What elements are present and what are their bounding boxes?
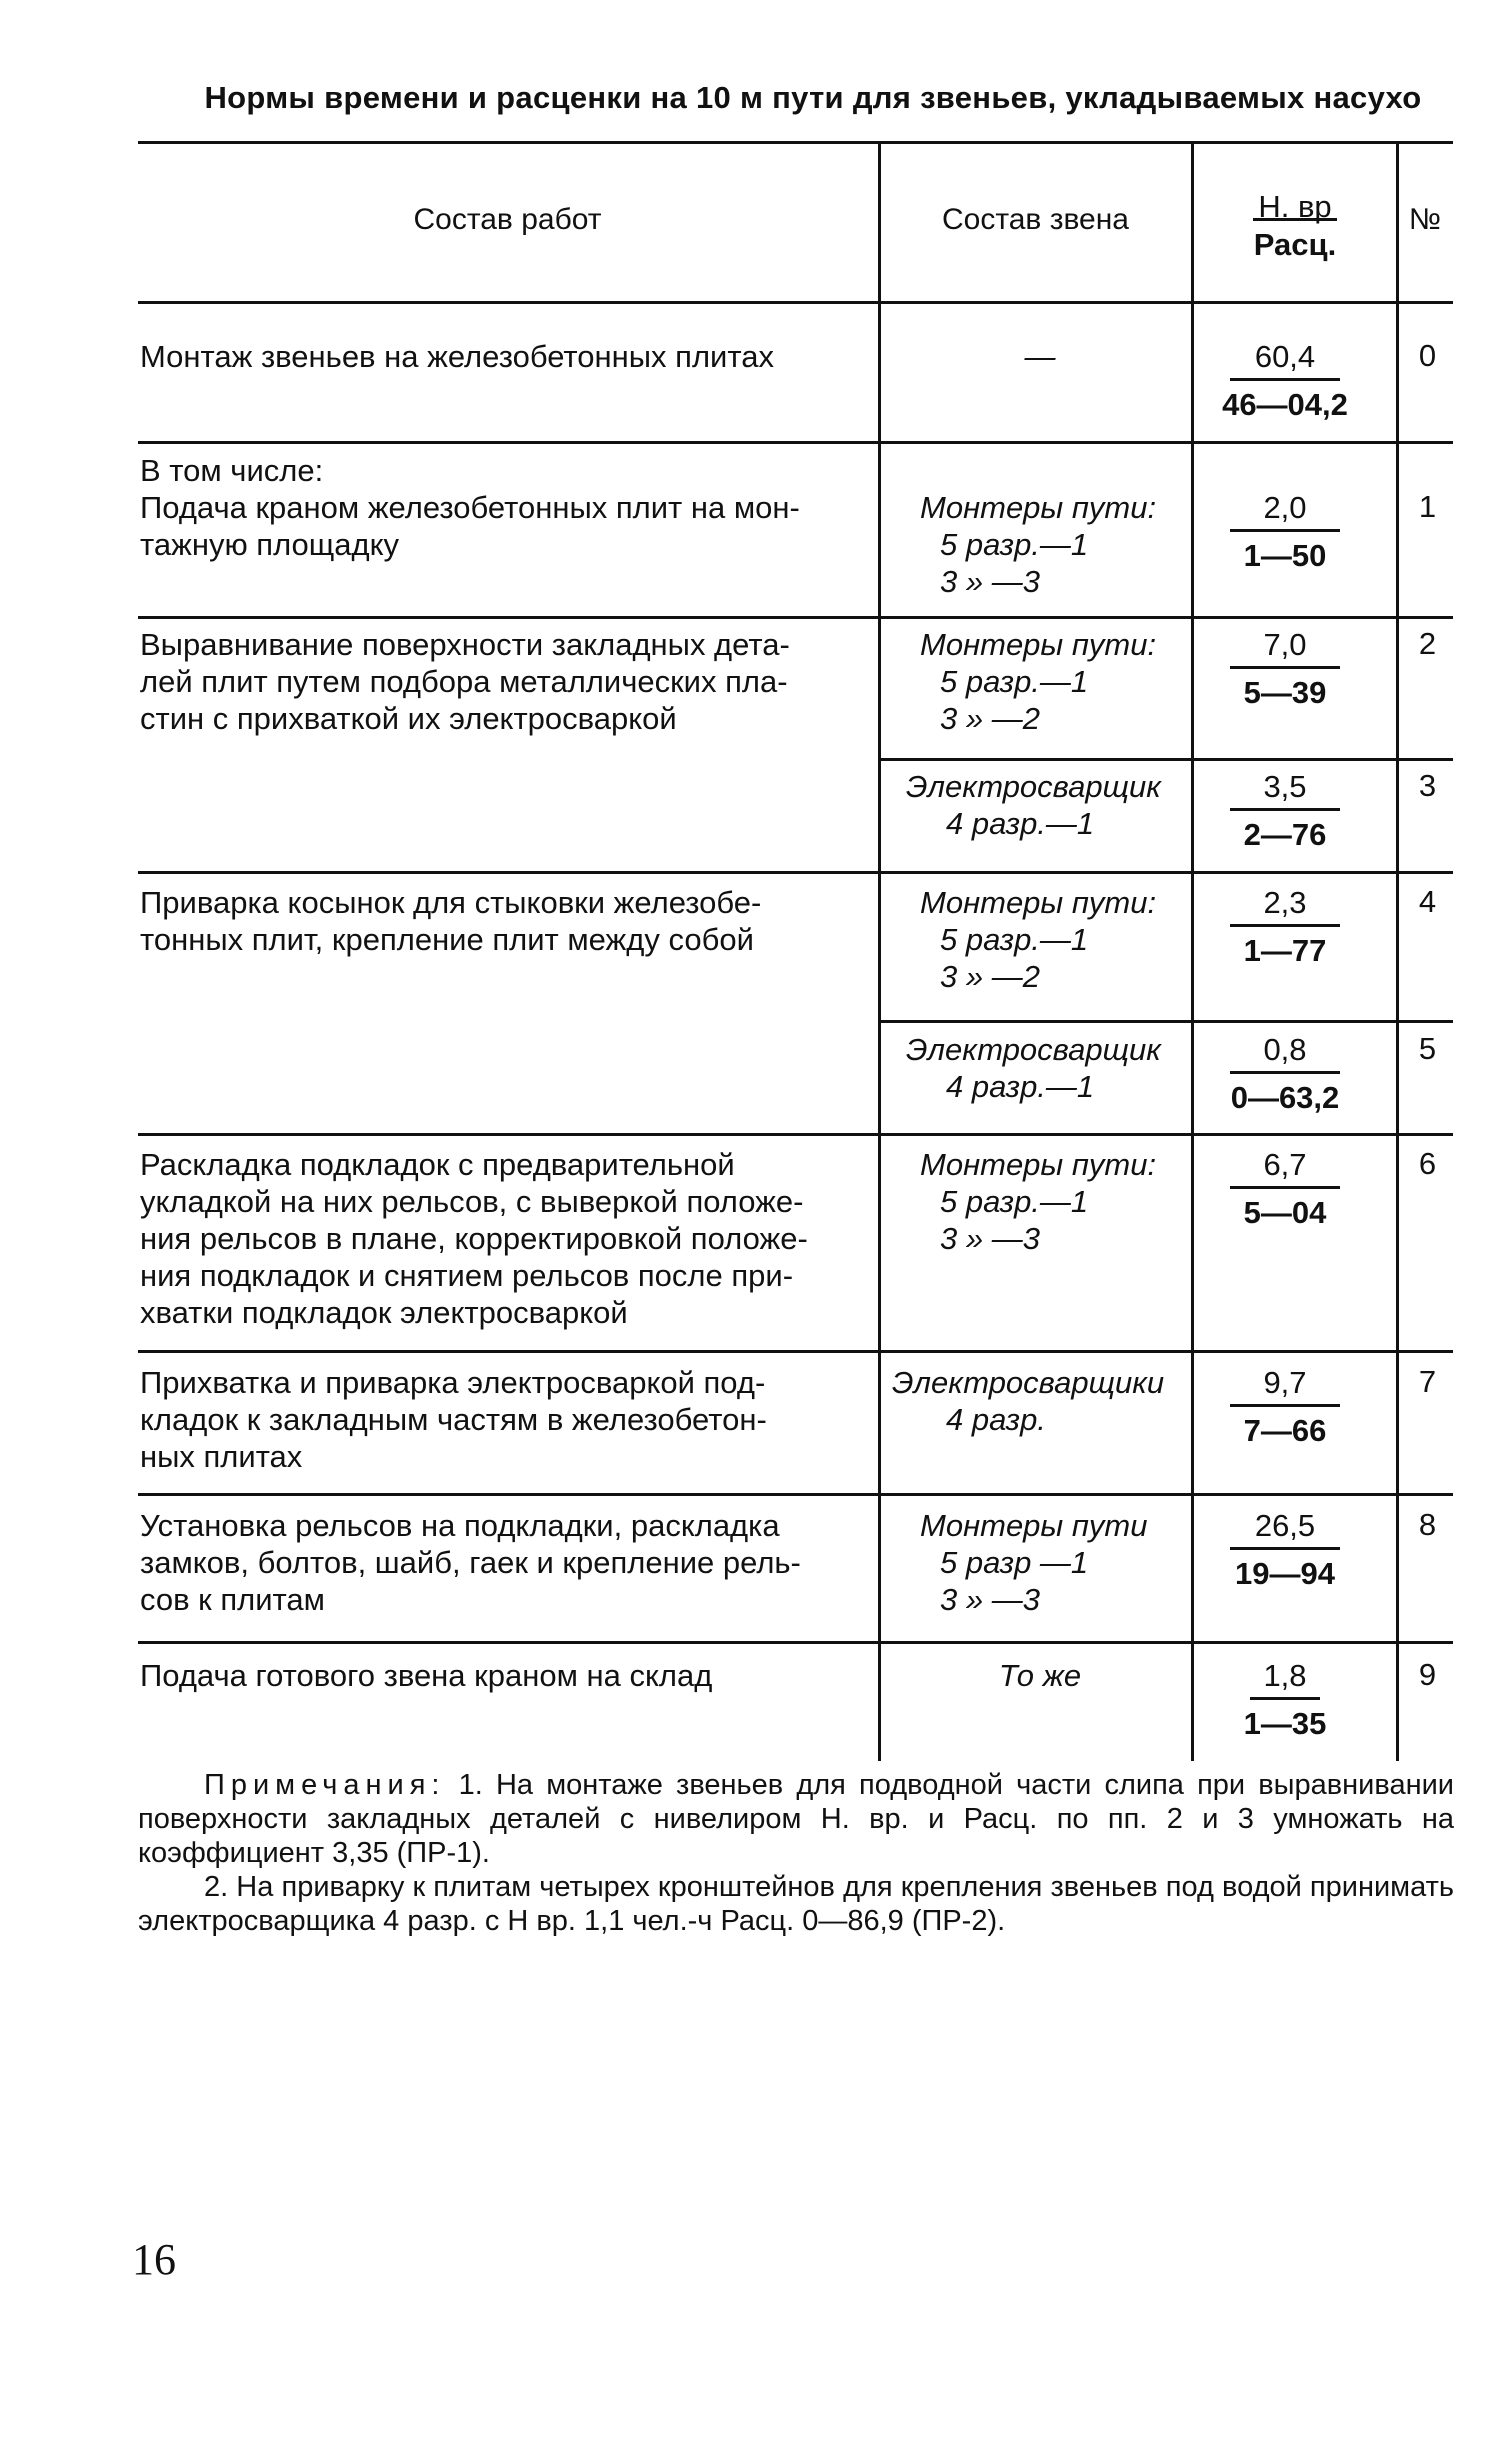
- table-row-6-crew: Монтеры пути: 5 разр.—1 3 » —3: [920, 1147, 1157, 1256]
- column-divider: [1396, 141, 1399, 1761]
- row-rule: [138, 1493, 1453, 1496]
- row-rule: [138, 1641, 1453, 1644]
- table-row-2-number: 2: [1418, 626, 1437, 661]
- table-row-0-work: Монтаж звеньев на железобетонных плитах: [140, 339, 774, 374]
- header-crew: Состав звена: [941, 203, 1129, 236]
- table-row-0-number: 0: [1418, 338, 1437, 373]
- table-row-9-crew: То же: [998, 1658, 1082, 1693]
- table-row-8-norm-rate: 26,5 19—94: [1200, 1507, 1370, 1594]
- table-row-1-number: 1: [1418, 489, 1437, 524]
- table-row-6-work: Раскладка подкладок с предварительной укладкой на них рельсов, с выверкой положе- ния рельсов в плане, корректировкой положе- ния подкладок и снятием рельсов после при- хватки подкладок электросваркой: [140, 1147, 808, 1330]
- table-row-4-crew: Монтеры пути: 5 разр.—1 3 » —2: [920, 885, 1157, 994]
- table-row-1-norm-rate: 2,0 1—50: [1200, 489, 1370, 576]
- note-1-text: 1. На монтаже звеньев для подводной части слипа при выравнивании поверхности закладных деталей с нивелиром Н. вр. и Расц. по пп. 2 и 3 умножать на коэффициент 3,35 (ПР-1).: [138, 1769, 1454, 1869]
- table-row-5-number: 5: [1418, 1031, 1437, 1066]
- table-row-0-norm-rate: 60,4 46—04,2: [1222, 339, 1348, 422]
- notes: [138, 1768, 1454, 1938]
- header-rate: Расц.: [1253, 227, 1337, 262]
- header-norm: Н. вр: [1258, 189, 1332, 224]
- table-row-4-number: 4: [1418, 884, 1437, 919]
- row-rule: [880, 1020, 1453, 1023]
- header-bottom-rule: [138, 301, 1453, 304]
- note-2: 2. На приварку к плитам четырех кронштейнов для крепления звеньев под водой принимать электросварщика 4 разр. с Н вр. 1,1 чел.-ч Расц. 0—86,9 (ПР-2).: [138, 1871, 1454, 1937]
- row-rule: [138, 1350, 1453, 1353]
- table-row-5-crew: Электросварщик 4 разр.—1: [906, 1032, 1161, 1104]
- row-rule: [138, 616, 1453, 619]
- row-rule: [138, 1133, 1453, 1136]
- table-row-8-work: Установка рельсов на подкладки, раскладка замков, болтов, шайб, гаек и крепление рель- сов к плитам: [140, 1508, 801, 1617]
- table-row-6-number: 6: [1418, 1146, 1437, 1181]
- table-row-1-crew: Монтеры пути: 5 разр.—1 3 » —3: [920, 490, 1157, 599]
- table-row-7-work: Прихватка и приварка электросваркой под- кладок к закладным частям в железобетон- ных плитах: [140, 1365, 767, 1474]
- table-top-rule: [138, 141, 1453, 144]
- table-row-2-crew: Монтеры пути: 5 разр.—1 3 » —2: [920, 627, 1157, 736]
- table-row-2-norm-rate: 7,0 5—39: [1200, 626, 1370, 713]
- note-1: [138, 1768, 1454, 1870]
- table-row-7-crew: Электросварщики 4 разр.: [892, 1365, 1165, 1437]
- page-title: Нормы времени и расценки на 10 м пути для звеньев, укладываемых насухо: [204, 80, 1422, 115]
- header-work: Состав работ: [413, 203, 602, 236]
- row-rule: [138, 871, 1453, 874]
- table-row-5-norm-rate: 0,8 0—63,2: [1230, 1032, 1340, 1115]
- table-row-3-norm-rate: 3,5 2—76: [1200, 768, 1370, 855]
- table-row-0-crew: —: [1024, 339, 1056, 374]
- table-row-9-norm-rate: 1,8 1—35: [1243, 1658, 1327, 1741]
- notes-label: Примечания:: [204, 1769, 446, 1801]
- table-row-7-norm-rate: 9,7 7—66: [1200, 1364, 1370, 1451]
- table-row-4-work: Приварка косынок для стыковки железобе- тонных плит, крепление плит между собой: [140, 885, 762, 957]
- table-row-8-number: 8: [1418, 1507, 1437, 1542]
- table-row-7-number: 7: [1418, 1364, 1437, 1399]
- table-row-6-norm-rate: 6,7 5—04: [1200, 1146, 1370, 1233]
- table-row-3-crew: Электросварщик 4 разр.—1: [906, 769, 1161, 841]
- table-row-8-crew: Монтеры пути 5 разр —1 3 » —3: [920, 1508, 1148, 1617]
- table-row-3-number: 3: [1418, 768, 1437, 803]
- header-number: №: [1408, 203, 1442, 236]
- header-norm-rate: [1196, 188, 1394, 265]
- page-number: 16: [132, 2235, 176, 2284]
- table-row-1-work: В том числе: Подача краном железобетонных плит на мон- тажную площадку: [140, 453, 800, 562]
- table-row-4-norm-rate: 2,3 1—77: [1200, 884, 1370, 971]
- table-row-9-number: 9: [1418, 1657, 1437, 1692]
- row-rule: [138, 441, 1453, 444]
- row-rule: [880, 758, 1453, 761]
- table-row-9-work: Подача готового звена краном на склад: [140, 1658, 713, 1693]
- table-row-2-work: Выравнивание поверхности закладных дета- лей плит путем подбора металлических пла- стин с прихваткой их электросваркой: [140, 627, 790, 736]
